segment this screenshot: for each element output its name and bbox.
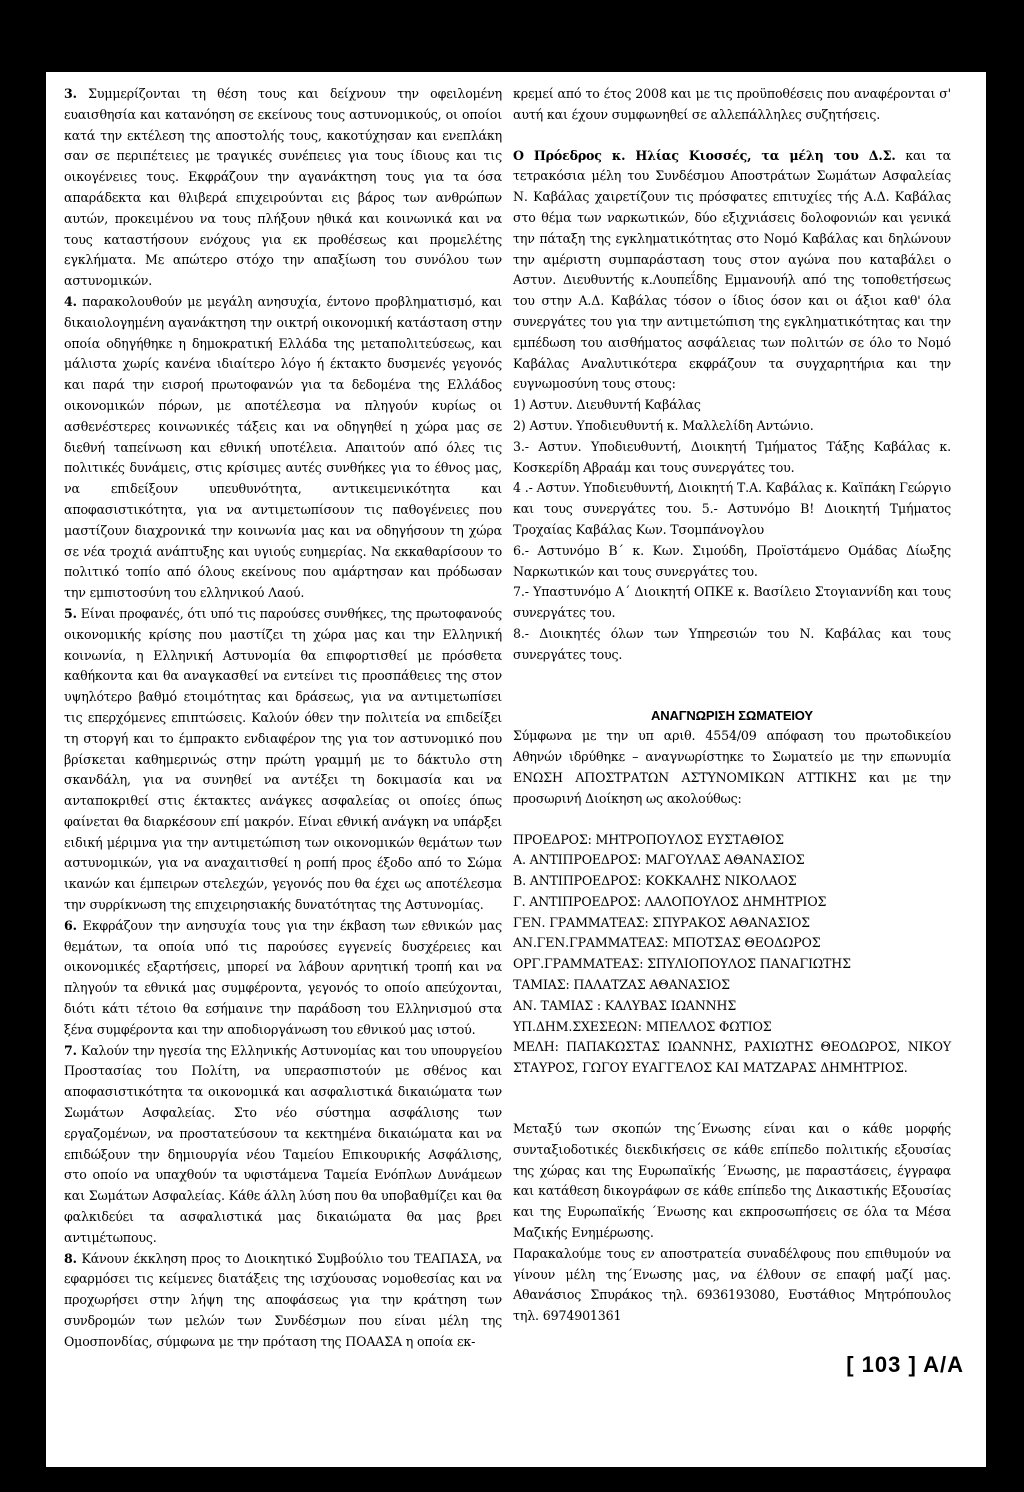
paragraph-6 [64,916,502,1041]
board-member: ΑΝ. ΤΑΜΙΑΣ : ΚΑΛΥΒΑΣ ΙΩΑΝΝΗΣ [513,997,737,1013]
officer-item: 8.- Διοικητές όλων των Υπηρεσιών του Ν. Καβάλας και τους συνεργάτες τους. [513,625,951,662]
item-number: 4. [64,293,77,309]
paragraph-7 [64,1041,502,1249]
board-member: ΑΝ.ΓΕΝ.ΓΡΑΜΜΑΤΕΑΣ: ΜΠΟΤΣΑΣ ΘΕΟΔΩΡΟΣ [513,935,821,951]
paragraph-4 [64,292,502,604]
spacer [513,666,951,686]
board-member: ΠΡΟΕΔΡΟΣ: ΜΗΤΡΟΠΟΥΛΟΣ ΕΥΣΤΑΘΙΟΣ [513,831,784,847]
spacer [513,1079,951,1099]
page-number: [ 103 ] Α/Α [846,1352,964,1377]
board-member: ΟΡΓ.ΓΡΑΜΜΑΤΕΑΣ: ΣΠΥΛΙΟΠΟΥΛΟΣ ΠΑΝΑΓΙΩΤΗΣ [513,956,851,972]
section-heading: ΑΝΑΓΝΩΡΙΣΗ ΣΩΜΑΤΕΙΟΥ [651,707,813,723]
officer-item: 2) Αστυν. Υποδιευθυντή κ. Μαλλελίδη Αντώνιο. [513,417,814,433]
aims-paragraph: Μεταξύ των σκοπών της΄Ενωσης είναι και ο κάθε μορφής συνταξιοδοτικές διεκδικήσεις σε κάθε επίπεδο πολιτικής εξουσίας της χώρας και της Ευρωπαϊκής ΄Ενωσης, με παραστάσεις, έγγραφα και κατάθεση δικογράφων σε κάθε επίπεδο της Δικαστικής Εξουσίας και της Ευρωπαϊκής ΄Ενωσης και εκπροσωπήσεις σε όλα τα Μέσα Μαζικής Ενημέρωσης. [513,1121,951,1241]
item-number: 3. [64,86,77,101]
spacer [513,810,951,830]
board-member: Α. ΑΝΤΙΠΡΟΕΔΡΟΣ: ΜΑΓΟΥΛΑΣ ΑΘΑΝΑΣΙΟΣ [513,852,805,868]
board-member: ΤΑΜΙΑΣ: ΠΑΛΑΤΖΑΣ ΑΘΑΝΑΣΙΟΣ [513,977,730,993]
spacer [513,126,951,146]
item-text: παρακολουθούν με μεγάλη ανησυχία, έντονο προβληματισμό, και δικαιολογημένη αγανάκτηση την οικτρή οικονομική κατάσταση στην οποία οδηγήθηκε η δημοκρατική Ελλάδα της μεταπολιτεύσεως, και μάλιστα χωρίς κανένα ιδιαίτερο λόγο ή έκτακτο δυσμενές γεγονός και παρά την εισροή πρωτοφανών για τα δεδομένα της Ελλάδος οικονομικών πόρων, με αποτέλεσμα να πληγούν κυρίως οι ασθενέστερες κοινωνικές τάξεις και να οδηγηθεί η χώρα μας σε διεθνή ταπείνωση και εθνική υποτέλεια. Απαιτούν από όλες τις πολιτικές δυνάμεις, στις κρίσιμες αυτές συνθήκες για το έθνος μας, να επιδείξουν υπευθυνότητα, αντικειμενικότητα και αποφασιστικότητα, για να αντιμετωπίσουν τις παθογένειες που μαστίζουν διαχρονικά την κοινωνία μας και να οδηγήσουν τη χώρα σε νέα τροχιά ανάπτυξης και υγιούς ευημερίας. Να εκκαθαρίσουν το πολιτικό τοπίο από όλους εκείνους που αμάρτησαν και πρόδωσαν την εμπιστοσύνη του ελληνικού Λαού. [64,293,502,601]
spacer [513,1099,951,1119]
officer-item: 3.- Αστυν. Υποδιευθυντή, Διοικητή Τμήματος Τάξης Καβάλας κ. Κοσκερίδη Αβραάμ και τους συνεργάτες του. [513,438,951,475]
recognition-paragraph: Σύμφωνα με την υπ αριθ. 4554/09 απόφαση του πρωτοδικείου Αθηνών ιδρύθηκε – αναγνωρίστηκε το Σωματείο με την επωνυμία ΕΝΩΣΗ ΑΠΟΣΤΡΑΤΩΝ ΑΣΤΥΝΟΜΙΚΩΝ ΑΤΤΙΚΗΣ και με την προσωρινή Διοίκηση ως ακολούθως: [513,728,951,806]
document-page [46,72,986,1467]
officer-item: 6.- Αστυνόμο Β΄ κ. Κων. Σιμούδη, Προϊστάμενο Ομάδας Δίωξης Ναρκωτικών και τους συνεργάτες του. [513,542,951,579]
paragraph-3 [64,84,502,292]
officer-item: 4 .- Αστυν. Υποδιευθυντή, Διοικητή Τ.Α. Καβάλας κ. Καϊπάκη Γεώργιο και τους συνεργάτες του. 5.- Αστυνόμο Β! Διοικητή Τμήματος Τροχαίας Καβάλας Κων. Τσομπάνογλου [513,480,951,537]
greeting-text: και τα τετρακόσια μέλη του Συνδέσμου Αποστράτων Σωμάτων Ασφαλείας Ν. Καβάλας χαιρετίζουν τις πρόσφατες επιτυχίες τής Α.Δ. Καβάλας στο θέμα των ναρκωτικών, δύο εξιχνιάσεις δολοφονιών και γενικά την πάταξη της εγκληματικότητας στο Νομό Καβάλας και δηλώνουν την αμέριστη συμπαράσταση τους στον αγώνα που καταβάλει ο Αστυν. Διευθυντής κ.Λουπεΐδης Εμμανουήλ από της τοποθετήσεως του στην Α.Δ. Καβάλας τόσον ο ίδιος όσον και οι άξιοι καθ' όλα συνεργάτες του για την αντιμετώπιση της εγκληματικότητας και την εμπέδωση του αισθήματος ασφάλειας των πολιτών σε όλο το Νομό Καβάλας Αναλυτικότερα εκφράζουν τα συγχαρητήρια και την ευγνωμοσύνη τους στους: [513,147,951,392]
item-number: 7. [64,1042,77,1058]
right-column [513,84,951,1327]
item-text: Συμμερίζονται τη θέση τους και δείχνουν την οφειλομένη ευαισθησία και κατανόηση σε εκείνους τους αστυνομικούς, οι οποίοι κατά την εκτέλεση της αποστολής τους, κακοτύχησαν και ενεπλάκη σαν σε περιπέτειες με τραγικές συνέπειες για τους ίδιους και τις οικογένειες τους. Εκφράζουν την αγανάκτηση τους για τα όσα απαράδεκτα και θλιβερά επιχειρούνται εις βάρος των ανθρώπων αυτών, προκειμένου να τους πλήξουν ηθικά και κοινωνικά και να τους καταστήσουν ενόχους για εκ προθέσεως και προμελέτης εγκλήματα. Με απώτερο στόχο την απαξίωση του συνόλου των αστυνομικών. [64,86,502,289]
invite-paragraph: Παρακαλούμε τους εν αποστρατεία συναδέλφους που επιθυμούν να γίνουν μέλη της΄Ενωσης μας, να έλθουν σε επαφή μαζί μας. Αθανάσιος Σπυράκος τηλ. 6936193080, Ευστάθιος Μητρόπουλος τηλ. 6974901361 [513,1245,951,1324]
item-text: Καλούν την ηγεσία της Ελληνικής Αστυνομίας και του υπουργείου Προστασίας του Πολίτη, να υπερασπιστούν με σθένος και αποφασιστικότητα τα οικονομικά και ασφαλιστικά δικαιώματα των Σωμάτων Ασφαλείας. Στο νέο σύστημα ασφάλισης των εργαζομένων, να προστατεύσουν τα κεκτημένα δικαιώματα και να επιδώξουν την δημιουργία νέου Ταμείου Επικουρικής Ασφάλισης, στο οποίο να υπαχθούν τα υφιστάμενα Ταμεία Ενόπλων Δυνάμεων και Σωμάτων Ασφαλείας. Κάθε άλλη λύση που θα υποβαθμίζει και θα φαλκιδεύει τα ασφαλιστικά μας δικαιώματα θα μας βρει αντιμέτωπους. [64,1042,502,1245]
item-text: Κάνουν έκκληση προς το Διοικητικό Συμβούλιο του ΤΕΑΠΑΣΑ, να εφαρμόσει τις κείμενες διατάξεις της ισχύουσας νομοθεσίας και να προχωρήσει στην λήψη της αποφάσεως για την κράτηση των συνδρομών των μελών των Συνδέσμων που είναι μέλη της Ομοσπονδίας, σύμφωνα με την πρόταση της ΠΟΑΑΣΑ η οποία εκ- [64,1250,502,1349]
paragraph-8 [64,1249,502,1353]
continuation-text: κρεμεί από το έτος 2008 και με τις προϋποθέσεις που αναφέρονται σ' αυτή και έχουν συμφωνηθεί σε αλλεπάλληλες συζητήσεις. [513,86,951,122]
board-member: Γ. ΑΝΤΙΠΡΟΕΔΡΟΣ: ΛΑΛΟΠΟΥΛΟΣ ΔΗΜΗΤΡΙΟΣ [513,893,827,909]
greeting-paragraph [513,146,951,396]
board-member: ΓΕΝ. ΓΡΑΜΜΑΤΕΑΣ: ΣΠΥΡΑΚΟΣ ΑΘΑΝΑΣΙΟΣ [513,914,810,930]
paragraph-5 [64,604,502,916]
item-text: Εκφράζουν την ανησυχία τους για την έκβαση των εθνικών μας θεμάτων, τα οποία υπό τις παρούσες εγγενείς δυσχέρειες και οικονομικές εξαρτήσεις, μπορεί να λάβουν αρνητική τροπή και να πληγούν τα εθνικά μας συμφέροντα, γεγονός το οποίο απεύχονται, διότι κάτι τέτοιο θα εσήμαινε την παράδοση του Ελληνισμού στα ξένα συμφέροντα και την αποδιοργάνωση του εθνικού μας ιστού. [64,917,502,1037]
item-text: Είναι προφανές, ότι υπό τις παρούσες συνθήκες, της πρωτοφανούς οικονομικής κρίσης που μαστίζει τη χώρα μας και την Ελληνική κοινωνία, η Ελληνική Αστυνομία θα επιφορτισθεί με πρόσθετα καθήκοντα και θα αναγκασθεί να εντείνει τις προσπάθειες της στον υψηλότερο βαθμό ετοιμότητας και δράσεως, για να αντιμετωπίσει τις επερχόμενες επιπτώσεις. Καλούν όθεν την πολιτεία να επιδείξει τη στοργή και το έμπρακτο ενδιαφέρον της για τον αστυνομικό που βρίσκεται καθημερινώς στην πρώτη γραμμή με το δάκτυλο στη σκανδάλη, για να συνηθεί να αντέξει τη δοκιμασία και να ανταποκριθεί στις έκτακτες ανάγκες ασφαλείας οι οποίες όπως φαίνεται θα διαρκέσουν επί μακρόν. Είναι εθνική ανάγκη να υπάρξει ειδική μέριμνα για την αντιμετώπιση των οικονομικών θεμάτων των αστυνομικών, για να αναχαιτισθεί η ροπή προς έξοδο από το Σώμα ικανών και έμπειρων στελεχών, γεγονός που θα έχει ως αποτέλεσμα την συρρίκνωση της επιχειρησιακής δυνατότητας της Αστυνομίας. [64,605,502,913]
officer-item: 1) Αστυν. Διευθυντή Καβάλας [513,397,701,413]
officer-item: 7.- Υπαστυνόμο Α΄ Διοικητή ΟΠΚΕ κ. Βασίλειο Στογιαννίδη και τους συνεργάτες του. [513,584,951,621]
board-member: ΥΠ.ΔΗΜ.ΣΧΕΣΕΩΝ: ΜΠΕΛΛΟΣ ΦΩΤΙΟΣ [513,1018,772,1034]
greeting-lead: Ο Πρόεδρος κ. Ηλίας Κιοσσές, τα μέλη του Δ.Σ. [513,147,896,163]
item-number: 6. [64,917,77,933]
item-number: 5. [64,605,77,621]
item-number: 8. [64,1250,77,1266]
board-member: Β. ΑΝΤΙΠΡΟΕΔΡΟΣ: ΚΟΚΚΑΛΗΣ ΝΙΚΟΛΑΟΣ [513,873,797,889]
left-column [64,84,502,1353]
board-member: ΜΕΛΗ: ΠΑΠΑΚΩΣΤΑΣ ΙΩΑΝΝΗΣ, ΡΑΧΙΩΤΗΣ ΘΕΟΔΩΡΟΣ, ΝΙΚΟΥ ΣΤΑΥΡΟΣ, ΓΩΓΟΥ ΕΥΑΓΓΕΛΟΣ ΚΑΙ ΜΑΤΖΑΡΑΣ ΔΗΜΗΤΡΙΟΣ. [513,1039,951,1076]
spacer [513,686,951,706]
